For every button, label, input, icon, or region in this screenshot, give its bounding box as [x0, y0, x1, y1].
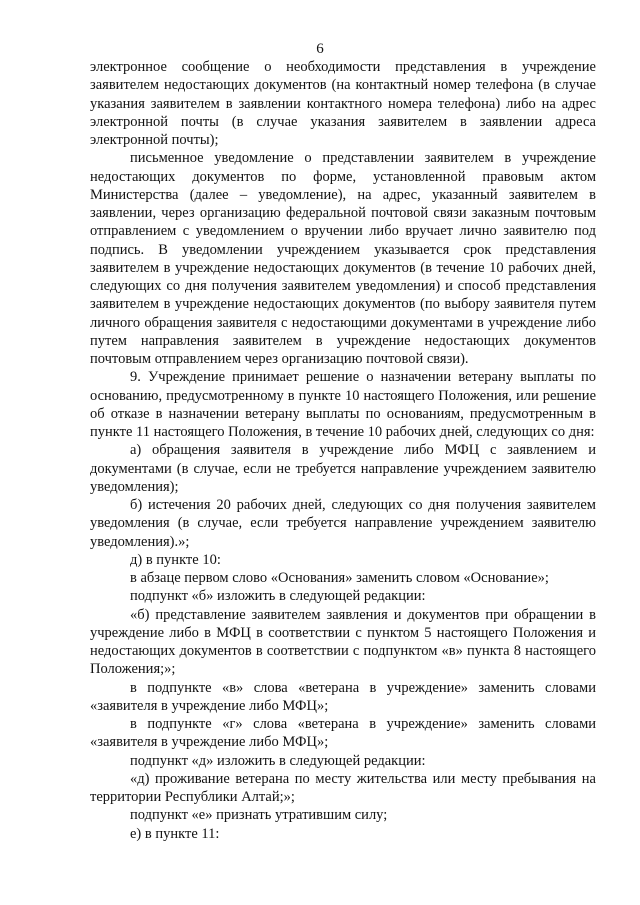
paragraph-subitem-b-edit: подпункт «б» изложить в следующей редакции: [130, 588, 426, 605]
paragraph-first-clause-change: в абзаце первом слово «Основания» заменить словом «Основание»; [130, 570, 549, 586]
document-body [90, 58, 596, 843]
paragraph-subitem-b-new-text: «б) представление заявителем заявления и документов при обращении в учреждение либо в МФЦ в соответствии с пунктом 5 настоящего Положения и недостающих документов в соответствии с подпунктом «в» пункта 8 настоящего Положения;»; [90, 606, 596, 678]
paragraph-subitem-b: б) истечения 20 рабочих дней, следующих со дня получения заявителем уведомления (в случае, если требуется направление учреждением заявителю уведомления).»; [90, 497, 596, 550]
paragraph-subitem-d-edit: подпункт «д» изложить в следующей редакции: [130, 752, 426, 769]
paragraph-subitem-a: а) обращения заявителя в учреждение либо МФЦ с заявлением и документами (в случае, если не требуется направление учреждением заявителю уведомления); [90, 442, 596, 495]
page-number: 6 [316, 41, 324, 57]
paragraph-subitem-v-change: в подпункте «в» слова «ветерана в учреждение» заменить словами «заявителя в учреждение либо МФЦ»; [90, 679, 596, 714]
paragraph-subitem-e-repeal: подпункт «е» признать утратившим силу; [130, 807, 388, 824]
paragraph-item-11-heading: е) в пункте 11: [130, 825, 220, 842]
paragraph-subitem-d-new-text: «д) проживание ветерана по месту жительства или месту пребывания на территории Республики Алтай;»; [90, 770, 596, 805]
paragraph-written-notice: письменное уведомление о представлении заявителем в учреждение недостающих документов по форме, установленной правовым актом Министерства (далее – уведомление), на адрес, указанный заявителем в заявлении, через организацию федеральной почтовой связи заказным почтовым отправлением с уведомлением о вручении либо вручает лично заявителю под подпись. В уведомлении учреждением указывается срок представления заявителем в учреждение недостающих документов (в течение 10 рабочих дней, следующих со дня получения заявителем уведомления) и способ представления заявителем в учреждение недостающих документов (по выбору заявителя путем личного обращения заявителя с недостающими документами в учреждение либо путем направления заявителем в учреждение недостающих документов почтовым отправлением через организацию почтовой связи). [90, 150, 596, 367]
paragraph-item-9: 9. Учреждение принимает решение о назначении ветерану выплаты по основанию, предусмотренному в пункте 10 настоящего Положения, или решение об отказе в назначении ветерану выплаты по основаниям, предусмотренным в пункте 11 настоящего Положения, в течение 10 рабочих дней, следующих со дня: [90, 369, 596, 440]
paragraph-electronic-message: электронное сообщение о необходимости представления в учреждение заявителем недостающих документов (на контактный номер телефона (в случае указания заявителем в заявлении контактного номера телефона) либо на адрес электронной почты (в случае указания заявителем в заявлении адреса электронной почты); [90, 59, 596, 148]
paragraph-item-10-heading: д) в пункте 10: [130, 551, 221, 568]
paragraph-subitem-g-change: в подпункте «г» слова «ветерана в учреждение» заменить словами «заявителя в учреждение либо МФЦ»; [90, 716, 596, 751]
